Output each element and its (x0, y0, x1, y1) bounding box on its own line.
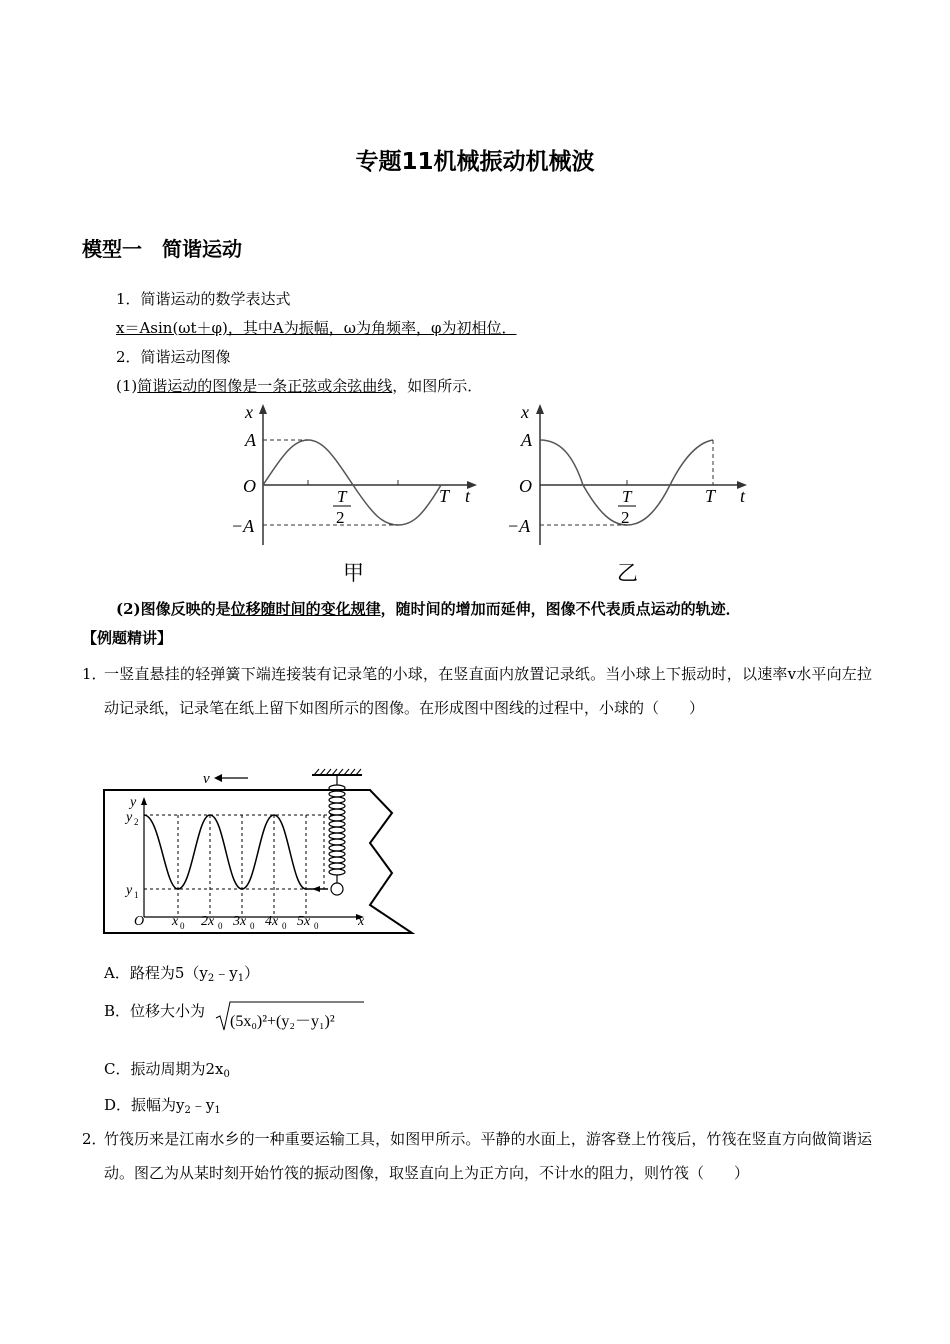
yi-negA-label: −A (507, 516, 531, 536)
q1-y1-label: y (126, 883, 133, 898)
q1-O-label: O (134, 914, 145, 929)
para1 (116, 376, 482, 396)
question-1 (82, 657, 872, 725)
q1-tick-sub-3: 0 (250, 921, 255, 931)
para2-underlined: 位移随时间的变化规律 (230, 600, 381, 618)
jia-A-label: A (245, 430, 256, 450)
item2: 2．简谐运动图像 (116, 348, 231, 366)
jia-O-label: O (243, 476, 256, 496)
q1-option-D[interactable]: D．振幅为$y_2﹣y_1$ (104, 1096, 221, 1116)
q1-tick-labels (171, 914, 311, 929)
q1-option-B-text: B．位移大小为 (104, 1002, 206, 1020)
q1-x-label: x (358, 914, 365, 929)
q1-option-C[interactable]: C．振动周期为$2x_0$ (104, 1060, 230, 1080)
q1-spring (329, 775, 345, 895)
q1-tick-sub-4: 0 (282, 921, 287, 931)
q1-tick-4: 4x (265, 914, 279, 929)
q1-figure (100, 765, 422, 937)
yi-O-label: O (519, 476, 532, 496)
q1-v-label: v (203, 771, 210, 787)
yi-t-label: t (740, 486, 746, 506)
q2-text: 竹筏历来是江南水乡的一种重要运输工具，如图甲所示。平静的水面上，游客登上竹筏后，竹筏在竖直方向做简谐运动。图乙为从某时刻开始竹筏的振动图像，取竖直向上为正方向，不计水的阻力，则竹筏（ ） (104, 1130, 872, 1182)
jia-t-label: t (465, 486, 471, 506)
q1-number: 1． (82, 665, 107, 683)
formula-line: x＝Asin(ωt＋φ)，其中A为振幅，ω为角频率，φ为初相位． (116, 319, 517, 337)
q1-tick-5: 5x (297, 914, 311, 929)
jia-negA-label: −A (231, 516, 255, 536)
yi-caption: 乙 (617, 561, 638, 585)
q1-option-D-text: D．振幅为y (104, 1096, 185, 1114)
yi-halfT-num: T (622, 487, 632, 506)
para1-underlined: 简谐运动的图像是一条正弦或余弦曲线 (137, 377, 393, 395)
jia-curve (263, 440, 441, 525)
q1-text: 一竖直悬挂的轻弹簧下端连接装有记录笔的小球，在竖直面内放置记录纸。当小球上下振动时，以速率v水平向左拉动记录纸，记录笔在纸上留下如图所示的图像。在形成图中图线的过程中，小球的（ ） (104, 665, 872, 717)
q1-tick-sub-5: 0 (314, 921, 319, 931)
yi-y-arrow (536, 404, 544, 414)
q1-y2-label: y (126, 810, 133, 825)
q1-trace (144, 815, 328, 889)
para2-suffix: ，随时间的增加而延伸，图像不代表质点运动的轨迹． (380, 600, 741, 618)
q1-option-A-text: A．路程为5（y (104, 964, 208, 982)
yi-T-label: T (705, 486, 716, 506)
q1-B-formula-text: (5x₀)²+(y₂－y₁)² (230, 1013, 335, 1030)
question-2 (82, 1122, 872, 1190)
examples-heading: 【例题精讲】 (82, 629, 173, 647)
para1-suffix: ，如图所示． (392, 377, 483, 395)
graph-yi (505, 400, 765, 590)
q1-tick-2: 2x (201, 914, 215, 929)
q1-y1-sub: 1 (134, 890, 139, 900)
para2-prefix: (2)图像反映的是 (116, 600, 231, 618)
para2 (116, 599, 741, 619)
jia-caption: 甲 (343, 561, 364, 585)
q2-number: 2． (82, 1130, 107, 1148)
q1-paper (104, 790, 412, 933)
q1-option-C-text: C．振动周期为2x (104, 1060, 224, 1078)
q1-option-B-formula (214, 996, 366, 1036)
q1-tick-1: x (172, 914, 179, 929)
q1-option-A[interactable]: A．路程为$5(y_2﹣y_1)$ (104, 964, 260, 984)
para1-prefix: (1) (116, 377, 138, 395)
jia-halfT-num: T (337, 487, 347, 506)
q1-tick-sub-1: 0 (180, 921, 185, 931)
graph-jia (225, 400, 485, 590)
q1-option-B[interactable] (104, 1000, 205, 1021)
q1-tick-3: 3x (233, 914, 247, 929)
model-heading: 模型一 简谐运动 (82, 237, 242, 261)
q1-y-label: y (130, 795, 137, 810)
jia-T-label: T (439, 486, 450, 506)
yi-x-label: x (521, 402, 529, 422)
q1-y2-sub: 2 (134, 817, 139, 827)
jia-halfT-den: 2 (336, 508, 345, 527)
q1-tick-sub-2: 0 (218, 921, 223, 931)
yi-halfT-den: 2 (621, 508, 630, 527)
page-title: 专题11机械振动机械波 (355, 149, 595, 175)
jia-x-label: x (245, 402, 253, 422)
yi-A-label: A (521, 430, 532, 450)
item1: 1．简谐运动的数学表达式 (116, 290, 291, 308)
jia-y-arrow (259, 404, 267, 414)
